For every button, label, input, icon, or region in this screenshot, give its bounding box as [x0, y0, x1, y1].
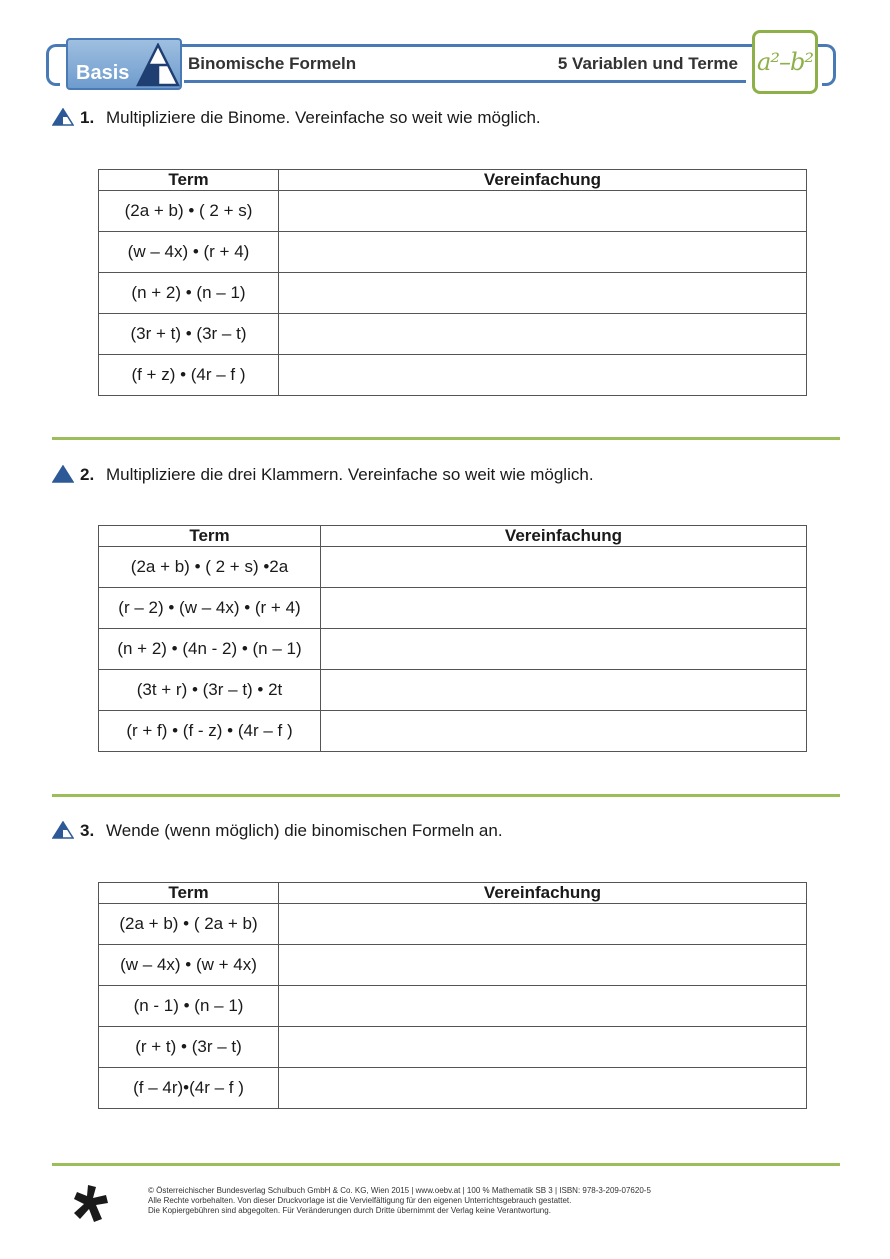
column-header-simplification: Vereinfachung — [321, 526, 807, 547]
header-bracket-left — [46, 44, 60, 86]
term-cell: (r + t) • (3r – t) — [99, 1027, 279, 1068]
term-cell: (r – 2) • (w – 4x) • (r + 4) — [99, 588, 321, 629]
table-row — [99, 355, 807, 396]
footer-divider — [52, 1163, 840, 1166]
copyright-line: Alle Rechte vorbehalten. Von dieser Druckvorlage ist die Vervielfältigung für den eigenen Unterrichtsgebrauch gestattet. — [148, 1196, 572, 1205]
task-number: 1. — [80, 108, 95, 127]
table-row — [99, 232, 807, 273]
table-row — [99, 547, 807, 588]
table-row — [99, 945, 807, 986]
answer-cell[interactable] — [279, 945, 807, 986]
term-cell: (2a + b) • ( 2a + b) — [99, 904, 279, 945]
table-row — [99, 670, 807, 711]
table-header-row — [99, 170, 807, 191]
table-row — [99, 629, 807, 670]
answer-cell[interactable] — [279, 1027, 807, 1068]
copyright-line: Die Kopiergebühren sind abgegolten. Für Veränderungen durch Dritte übernimmt der Verlag keine Verantwortung. — [148, 1206, 551, 1215]
table-row — [99, 314, 807, 355]
term-cell: (f – 4r)•(4r – f ) — [99, 1068, 279, 1109]
term-cell: (n - 1) • (n – 1) — [99, 986, 279, 1027]
task-instruction: Multipliziere die Binome. Vereinfache so weit wie möglich. — [106, 108, 541, 127]
answer-cell[interactable] — [279, 986, 807, 1027]
term-cell: (n + 2) • (4n - 2) • (n – 1) — [99, 629, 321, 670]
task-instruction: Multipliziere die drei Klammern. Vereinfache so weit wie möglich. — [106, 465, 594, 484]
pyramid-level-icon — [52, 821, 74, 839]
task-1-table — [98, 169, 807, 396]
basis-label: Basis — [76, 62, 130, 84]
copyright-line: © Österreichischer Bundesverlag Schulbuch GmbH & Co. KG, Wien 2015 | www.oebv.at | 100 % Mathematik SB 3 | ISBN: 978-3-209-07620-5 — [148, 1186, 651, 1195]
term-cell: (3t + r) • (3r – t) • 2t — [99, 670, 321, 711]
term-cell: (3r + t) • (3r – t) — [99, 314, 279, 355]
answer-cell[interactable] — [321, 547, 807, 588]
column-header-simplification: Vereinfachung — [279, 883, 807, 904]
answer-cell[interactable] — [321, 588, 807, 629]
column-header-simplification: Vereinfachung — [279, 170, 807, 191]
answer-cell[interactable] — [279, 904, 807, 945]
formula-text: a²–b² — [757, 48, 813, 76]
answer-cell[interactable] — [321, 670, 807, 711]
pyramid-level-icon — [52, 465, 74, 483]
column-header-term: Term — [99, 883, 279, 904]
answer-cell[interactable] — [279, 314, 807, 355]
formula-badge — [752, 30, 818, 94]
page-title: Binomische Formeln — [188, 54, 357, 73]
answer-cell[interactable] — [321, 711, 807, 752]
term-cell: (w – 4x) • (w + 4x) — [99, 945, 279, 986]
copyright-notice — [148, 1186, 651, 1216]
table-header-row — [99, 526, 807, 547]
table-header-row — [99, 883, 807, 904]
page-header — [46, 38, 836, 90]
answer-cell[interactable] — [279, 355, 807, 396]
table-row — [99, 1027, 807, 1068]
section-divider — [52, 437, 840, 440]
basis-badge — [66, 38, 182, 90]
table-row — [99, 986, 807, 1027]
chapter-title: 5 Variablen und Terme — [557, 54, 738, 73]
term-cell: (2a + b) • ( 2 + s) •2a — [99, 547, 321, 588]
header-bracket-right — [822, 44, 836, 86]
table-row — [99, 904, 807, 945]
term-cell: (w – 4x) • (r + 4) — [99, 232, 279, 273]
table-row — [99, 191, 807, 232]
term-cell: (n + 2) • (n – 1) — [99, 273, 279, 314]
answer-cell[interactable] — [279, 232, 807, 273]
answer-cell[interactable] — [279, 191, 807, 232]
task-number: 2. — [80, 465, 95, 484]
term-cell: (r + f) • (f - z) • (4r – f ) — [99, 711, 321, 752]
column-header-term: Term — [99, 170, 279, 191]
answer-cell[interactable] — [279, 273, 807, 314]
header-line-bottom — [184, 80, 746, 83]
table-row — [99, 1068, 807, 1109]
column-header-term: Term — [99, 526, 321, 547]
task-2-table — [98, 525, 807, 752]
publisher-logo-icon — [72, 1183, 110, 1223]
section-divider — [52, 794, 840, 797]
term-cell: (f + z) • (4r – f ) — [99, 355, 279, 396]
task-number: 3. — [80, 821, 95, 840]
table-row — [99, 588, 807, 629]
task-3-table — [98, 882, 807, 1109]
pyramid-icon — [136, 43, 180, 87]
table-row — [99, 711, 807, 752]
term-cell: (2a + b) • ( 2 + s) — [99, 191, 279, 232]
table-row — [99, 273, 807, 314]
answer-cell[interactable] — [279, 1068, 807, 1109]
task-instruction: Wende (wenn möglich) die binomischen Formeln an. — [106, 821, 503, 840]
answer-cell[interactable] — [321, 629, 807, 670]
pyramid-level-icon — [52, 108, 74, 126]
